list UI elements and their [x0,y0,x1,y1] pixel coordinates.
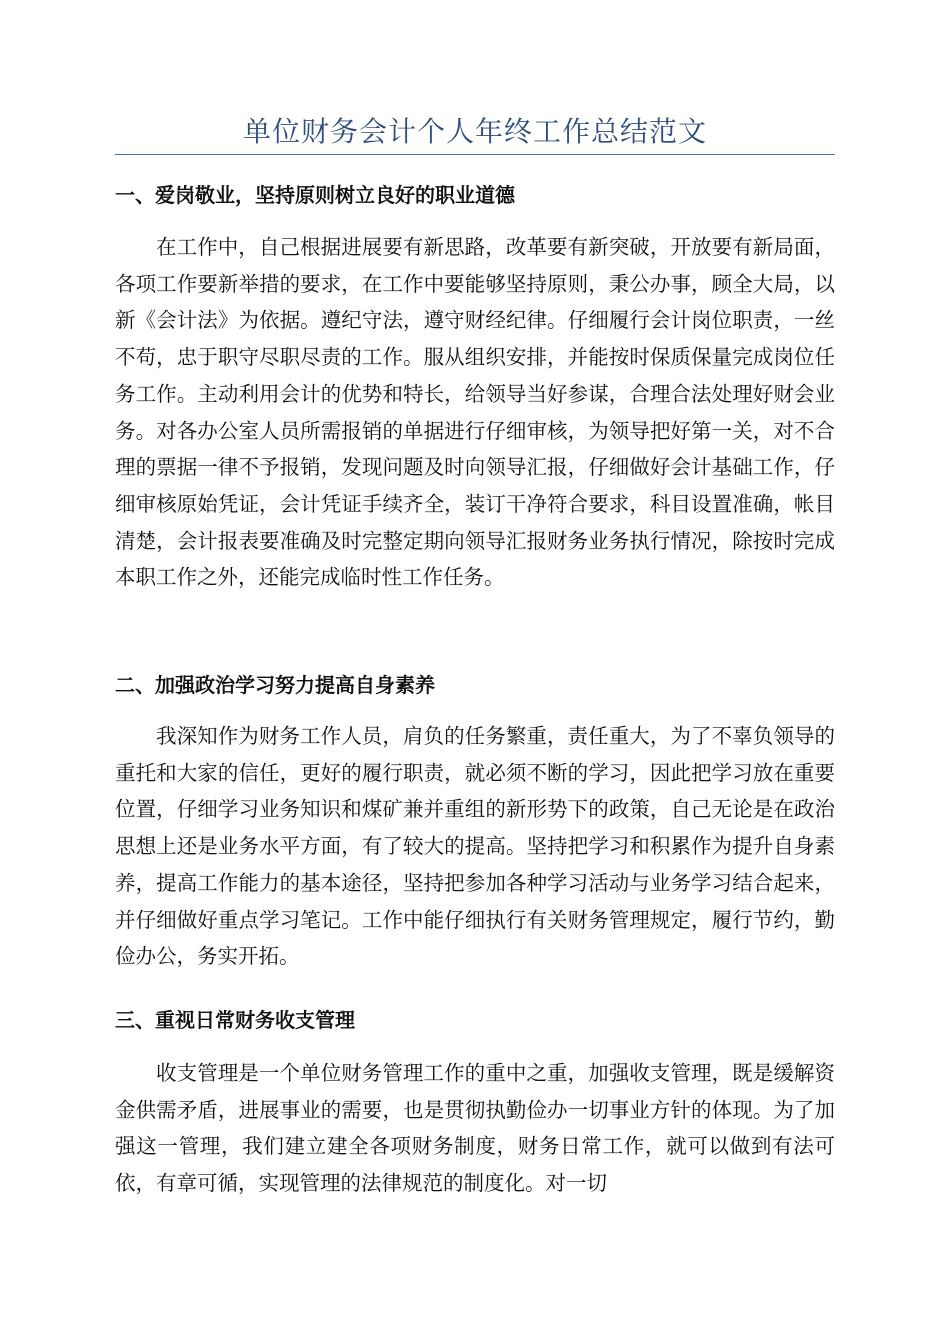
section-heading-3: 三、重视日常财务收支管理 [115,1008,355,1032]
section-paragraph-3: 收支管理是一个单位财务管理工作的重中之重，加强收支管理，既是缓解资金供需矛盾，进展事业的需要，也是贯彻执勤俭办一切事业方针的体现。为了加强这一管理，我们建立建全各项财务制度，财务日常工作，就可以做到有法可依，有章可循，实现管理的法律规范的制度化。对一切 [115,1061,835,1196]
section-heading-1: 一、爱岗敬业，坚持原则树立良好的职业道德 [115,183,515,207]
section-paragraph-2: 我深知作为财务工作人员，肩负的任务繁重，责任重大，为了不辜负领导的重托和大家的信任，更好的履行职责，就必须不断的学习，因此把学习放在重要位置，仔细学习业务知识和煤矿兼并重组的新形势下的政策，自己无论是在政治思想上还是业务水平方面，有了较大的提高。坚持把学习和积累作为提升自身素养，提高工作能力的基本途径，坚持把参加各种学习活动与业务学习结合起来，并仔细做好重点学习笔记。工作中能仔细执行有关财务管理规定，履行节约，勤俭办公，务实开拓。 [115,724,835,969]
section-paragraph-1: 在工作中，自己根据进展要有新思路，改革要有新突破，开放要有新局面，各项工作要新举措的要求，在工作中要能够坚持原则，秉公办事，顾全大局，以新《会计法》为依据。遵纪守法，遵守财经纪律。仔细履行会计岗位职责，一丝不苟，忠于职守尽职尽责的工作。服从组织安排，并能按时保质保量完成岗位任务工作。主动利用会计的优势和特长，给领导当好参谋，合理合法处理好财会业务。对各办公室人员所需报销的单据进行仔细审核，为领导把好第一关，对不合理的票据一律不予报销，发现问题及时向领导汇报，仔细做好会计基础工作，仔细审核原始凭证，会计凭证手续齐全，装订干净符合要求，科目设置准确，帐目清楚，会计报表要准确及时完整定期向领导汇报财务业务执行情况，除按时完成本职工作之外，还能完成临时性工作任务。 [115,235,835,590]
section-heading-2: 二、加强政治学习努力提高自身素养 [115,673,435,697]
title-underline [115,154,835,155]
document-title: 单位财务会计个人年终工作总结范文 [242,115,707,148]
